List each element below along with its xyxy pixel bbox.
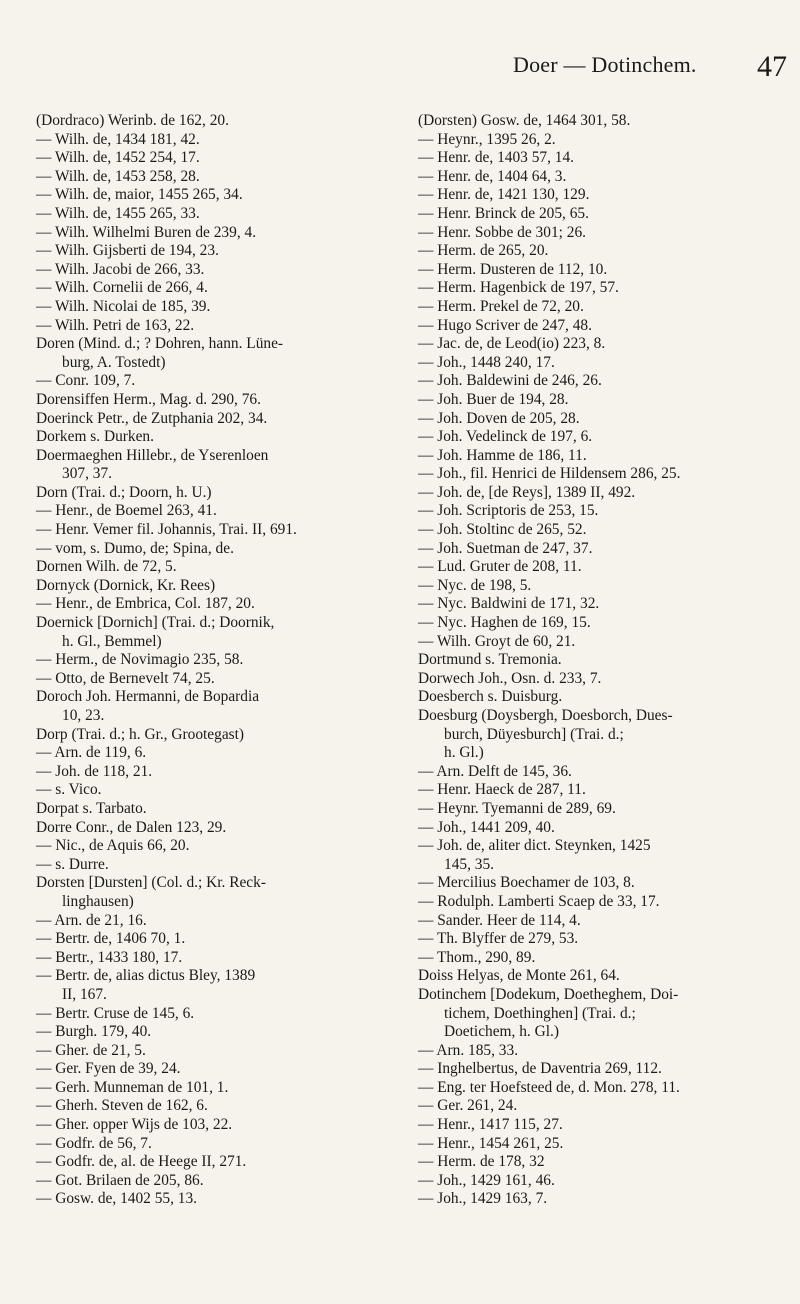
index-entry-line: — Henr. Brinck de 205, 65. [418,204,589,222]
index-entry-line: — Wilh. de, 1453 258, 28. [36,167,200,185]
index-entry-line: — Henr. Haeck de 287, 11. [418,781,586,799]
index-entry-line: Dorn (Trai. d.; Doorn, h. U.) [36,483,212,501]
index-entry-line: — Gosw. de, 1402 55, 13. [36,1190,198,1208]
index-entry-line: — Godfr. de, al. de Heege II, 271. [36,1153,247,1171]
running-title: Doer — Dotinchem. [513,52,697,77]
index-entry-line: — Gherh. Steven de 162, 6. [36,1097,208,1115]
index-entry-line: — Henr., 1417 115, 27. [418,1116,563,1134]
index-entry-line: — Joh. Stoltinc de 265, 52. [418,521,587,539]
index-entry-line: Doernick [Dornich] (Trai. d.; Doornik, [36,614,275,632]
index-entry-line: — Joh., 1441 209, 40. [418,818,555,836]
index-entry-line: — Rodulph. Lamberti Scaep de 33, 17. [418,892,660,910]
index-entry-line: — Heynr., 1395 26, 2. [418,130,556,148]
index-entry-line: burg, A. Tostedt) [62,353,166,371]
index-entry-line: 10, 23. [62,707,105,724]
index-entry-line: — Nyc. de 198, 5. [418,576,532,594]
index-entry-line: — Gher. de 21, 5. [36,1041,146,1059]
index-entry-line: Doermaeghen Hillebr., de Yserenloen [36,446,269,464]
index-entry-line: (Dorsten) Gosw. de, 1464 301, 58. [418,112,631,129]
index-entry-line: Dornyck (Dornick, Kr. Rees) [36,576,216,594]
index-entry-line: — Joh. de, aliter dict. Steynken, 1425 [418,837,651,855]
index-entry-line: — Sander. Heer de 114, 4. [418,911,581,929]
index-entry-line: — Joh. Vedelinck de 197, 6. [418,428,593,446]
index-entry-line: Dorwech Joh., Osn. d. 233, 7. [418,669,602,687]
index-entry-line: Doren (Mind. d.; ? Dohren, hann. Lüne- [36,335,284,353]
index-entry-line: — Lud. Gruter de 208, 11. [418,558,582,576]
index-entry-line: Dorre Conr., de Dalen 123, 29. [36,818,227,836]
index-entry-line: — Wilh. Wilhelmi Buren de 239, 4. [36,223,257,241]
index-entry-line: — Joh. de, [de Reys], 1389 II, 492. [418,483,636,501]
index-entry-line: — Bertr. de, alias dictus Bley, 1389 [36,967,256,985]
index-entry-line: — Wilh. de, 1455 265, 33. [36,204,200,222]
index-entry-line: tichem, Doethinghen] (Trai. d.; [444,1004,636,1022]
index-entry-line: — Herm. Hagenbick de 197, 57. [418,279,619,297]
index-entry-line: — Bertr. Cruse de 145, 6. [36,1004,195,1022]
index-entry-line: — Nic., de Aquis 66, 20. [36,837,190,855]
index-entry-line: — Conr. 109, 7. [36,372,136,390]
index-entry-line: Dornen Wilh. de 72, 5. [36,558,177,576]
index-entry-line: — Nyc. Baldwini de 171, 32. [418,595,600,613]
index-entry-line: — Henr., de Embrica, Col. 187, 20. [36,595,255,613]
index-entry-line: Doroch Joh. Hermanni, de Bopardia [36,688,260,706]
index-entry-line: — s. Durre. [36,855,109,873]
index-entry-line: — Joh. Hamme de 186, 11. [418,446,587,464]
index-entry-line: II, 167. [62,985,107,1003]
index-entry-line: — Bertr., 1433 180, 17. [36,948,183,966]
index-entry-line: — Arn. de 21, 16. [36,911,147,929]
index-entry-line: Dorpat s. Tarbato. [36,799,147,817]
index-entry-line: Dorensiffen Herm., Mag. d. 290, 76. [36,390,261,408]
index-entry-line: — Eng. ter Hoefsteed de, d. Mon. 278, 11. [418,1078,680,1096]
index-entry-line: — Godfr. de 56, 7. [36,1134,152,1152]
index-entry-line: Doesburg (Doysbergh, Doesborch, Dues- [418,707,673,724]
index-entry-line: — Nyc. Haghen de 169, 15. [418,614,591,632]
index-entry-line: — Wilh. Petri de 163, 22. [36,316,195,334]
index-entry-line: — Herm. Prekel de 72, 20. [418,297,584,315]
index-entry-line: — Joh., fil. Henrici de Hildensem 286, 25. [418,465,681,483]
index-entry-line: Dorsten [Dursten] (Col. d.; Kr. Reck- [36,874,266,892]
index-entry-line: — Joh., 1448 240, 17. [418,353,555,371]
index-entry-line: — Joh. Buer de 194, 28. [418,390,569,408]
index-entry-line: — Wilh. Nicolai de 185, 39. [36,297,211,315]
index-entry-line: — Wilh. Cornelii de 266, 4. [36,279,208,297]
index-entry-line: — Joh. de 118, 21. [36,762,153,780]
index-entry-line: — Joh. Suetman de 247, 37. [418,539,593,557]
index-entry-line: linghausen) [62,892,134,910]
index-entry-line: 145, 35. [444,855,495,873]
index-entry-line: — Joh., 1429 161, 46. [418,1171,555,1189]
index-entry-line: — Wilh. Gijsberti de 194, 23. [36,242,219,260]
index-entry-line: — Th. Blyffer de 279, 53. [418,930,579,948]
index-entry-line: — Henr., de Boemel 263, 41. [36,502,217,520]
right-column [418,112,790,1209]
index-entry-line: h. Gl.) [444,744,484,762]
index-entry-line: — Herm. Dusteren de 112, 10. [418,260,608,278]
index-entry-line: — Herm., de Novimagio 235, 58. [36,651,244,669]
index-entry-line: — Jac. de, de Leod(io) 223, 8. [418,335,606,353]
index-entry-line: Doetichem, h. Gl.) [444,1023,559,1041]
index-entry-line: — Got. Brilaen de 205, 86. [36,1171,204,1189]
index-entry-line: Doiss Helyas, de Monte 261, 64. [418,967,620,985]
index-entry-line: Doesberch s. Duisburg. [418,688,563,706]
index-entry-line: — Burgh. 179, 40. [36,1023,152,1041]
index-entry-line: — Henr. de, 1404 64, 3. [418,167,567,185]
index-entry-line: — Inghelbertus, de Daventria 269, 112. [418,1060,662,1078]
index-entry-line: — Gerh. Munneman de 101, 1. [36,1078,229,1096]
index-entry-line: Dortmund s. Tremonia. [418,651,562,669]
index-entry-line: — Wilh. de, maior, 1455 265, 34. [36,186,243,204]
index-entry-line: — Otto, de Bernevelt 74, 25. [36,669,215,687]
page-number: 47 [757,50,787,83]
index-entry-line: — Henr. Vemer fil. Johannis, Trai. II, 691. [36,521,297,539]
index-entry-line: h. Gl., Bemmel) [62,632,162,650]
index-entry-line: — Joh., 1429 163, 7. [418,1190,548,1208]
index-entry-line: — vom, s. Dumo, de; Spina, de. [36,539,234,557]
index-entry-line: Dorkem s. Durken. [36,428,154,446]
index-entry-line: — Arn. 185, 33. [418,1041,519,1059]
index-entry-line: — Herm. de 265, 20. [418,242,549,260]
index-entry-line: — Bertr. de, 1406 70, 1. [36,930,186,948]
index-entry-line: burch, Düyesburch] (Trai. d.; [444,725,624,743]
index-entry-line: — Henr. de, 1421 130, 129. [418,186,590,204]
index-entry-line: — Henr., 1454 261, 25. [418,1134,564,1152]
index-entry-line: Dorp (Trai. d.; h. Gr., Grootegast) [36,725,245,743]
index-entry-line: — Wilh. Jacobi de 266, 33. [36,260,205,278]
index-entry-line: 307, 37. [62,465,113,483]
index-entry-line: — Joh. Baldewini de 246, 26. [418,372,602,390]
index-entry-line: — Arn. Delft de 145, 36. [418,762,572,780]
index-entry-line: — Heynr. Tyemanni de 289, 69. [418,799,616,817]
index-entry-line: — Ger. Fyen de 39, 24. [36,1060,181,1078]
index-entry-line: (Dordraco) Werinb. de 162, 20. [36,112,229,129]
index-entry-line: — Wilh. de, 1452 254, 17. [36,149,200,167]
left-column [36,112,398,1209]
index-entry-line: — Wilh. Groyt de 60, 21. [418,632,576,650]
index-entry-line: — Thom., 290, 89. [418,948,536,966]
index-entry-line: — Henr. Sobbe de 301; 26. [418,223,586,241]
page-header [0,52,800,92]
index-entry-line: — Joh. Scriptoris de 253, 15. [418,502,599,520]
index-entry-line: — Ger. 261, 24. [418,1097,518,1115]
index-entry-line: — Wilh. de, 1434 181, 42. [36,130,200,148]
index-entry-line: — Herm. de 178, 32 [418,1153,545,1171]
index-entry-line: — Mercilius Boechamer de 103, 8. [418,874,635,892]
index-entry-line: Dotinchem [Dodekum, Doetheghem, Doi- [418,985,679,1003]
index-entry-line: — Joh. Doven de 205, 28. [418,409,580,427]
index-entry-line: — Henr. de, 1403 57, 14. [418,149,575,167]
index-entry-line: — Hugo Scriver de 247, 48. [418,316,592,334]
index-entry-line: — Gher. opper Wijs de 103, 22. [36,1116,233,1134]
index-entry-line: — Arn. de 119, 6. [36,744,147,762]
index-entry-line: Doerinck Petr., de Zutphania 202, 34. [36,409,268,427]
index-entry-line: — s. Vico. [36,781,102,799]
